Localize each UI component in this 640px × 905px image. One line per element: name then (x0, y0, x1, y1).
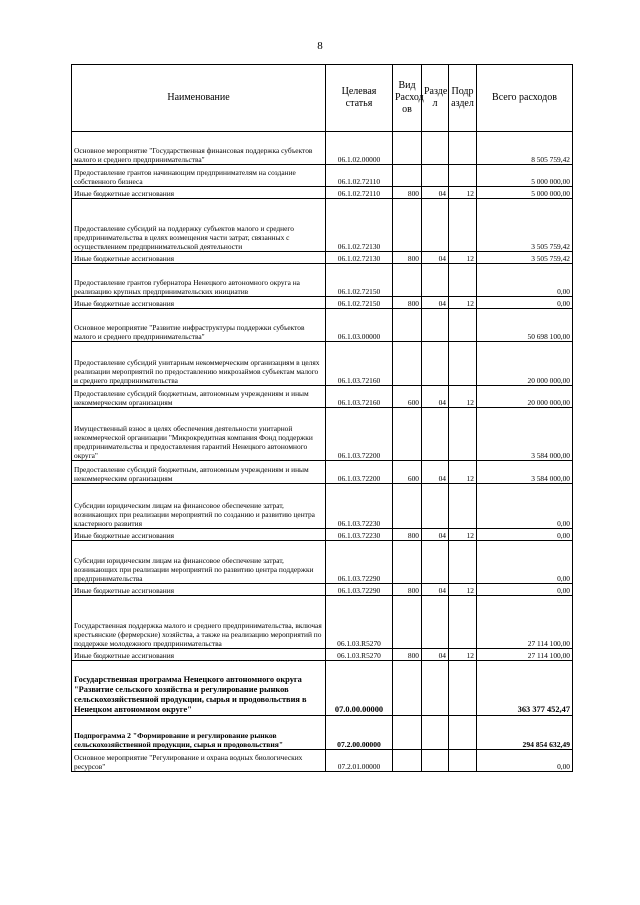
cell-subsection (449, 199, 477, 252)
cell-target-article: 06.1.02.72130 (326, 199, 393, 252)
cell-name: Подпрограмма 2 "Формирование и регулирование рынков сельскохозяйственной продукции, сырья и продовольствия" (72, 716, 326, 750)
table-row (72, 661, 573, 716)
table-row (72, 264, 573, 297)
table-row (72, 199, 573, 252)
table-row (72, 386, 573, 408)
cell-expense-type (393, 199, 422, 252)
cell-expense-type: 800 (393, 187, 422, 199)
table-header-row (72, 65, 573, 132)
cell-target-article: 06.1.02.72130 (326, 252, 393, 264)
cell-expense-type (393, 750, 422, 772)
cell-expense-type (393, 484, 422, 529)
cell-name: Субсидии юридическим лицам на финансовое обеспечение затрат, возникающих при реализации мероприятий по развитию центра поддержки предпринимательства (72, 541, 326, 584)
table-row (72, 342, 573, 386)
table-row (72, 529, 573, 541)
cell-total: 0,00 (477, 297, 573, 309)
cell-section: 04 (422, 461, 449, 484)
table-row (72, 165, 573, 187)
cell-subsection (449, 309, 477, 342)
cell-name: Иные бюджетные ассигнования (72, 649, 326, 661)
table-row (72, 297, 573, 309)
cell-target-article: 07.2.00.00000 (326, 716, 393, 750)
cell-expense-type: 600 (393, 461, 422, 484)
cell-total: 294 854 632,49 (477, 716, 573, 750)
cell-expense-type (393, 716, 422, 750)
cell-name: Иные бюджетные ассигнования (72, 529, 326, 541)
cell-total: 3 584 000,00 (477, 461, 573, 484)
cell-name: Иные бюджетные ассигнования (72, 252, 326, 264)
header-section: Разде л (422, 65, 449, 132)
cell-total: 363 377 452,47 (477, 661, 573, 716)
cell-expense-type (393, 541, 422, 584)
cell-target-article: 06.1.02.72150 (326, 297, 393, 309)
cell-subsection (449, 596, 477, 649)
cell-subsection (449, 484, 477, 529)
cell-target-article: 06.1.03.72160 (326, 342, 393, 386)
cell-subsection (449, 264, 477, 297)
cell-expense-type: 800 (393, 297, 422, 309)
budget-table (71, 64, 573, 772)
table-row (72, 649, 573, 661)
table-row (72, 584, 573, 596)
table-row (72, 716, 573, 750)
cell-total: 3 505 759,42 (477, 252, 573, 264)
cell-total: 0,00 (477, 584, 573, 596)
cell-section: 04 (422, 584, 449, 596)
cell-expense-type: 600 (393, 386, 422, 408)
cell-name: Предоставление субсидий бюджетным, автономным учреждениям и иным некоммерческим организациям (72, 461, 326, 484)
cell-section (422, 661, 449, 716)
cell-expense-type: 800 (393, 252, 422, 264)
cell-subsection (449, 716, 477, 750)
cell-target-article: 06.1.02.00000 (326, 132, 393, 165)
cell-target-article: 06.1.03.R5270 (326, 649, 393, 661)
cell-section (422, 541, 449, 584)
cell-subsection: 12 (449, 649, 477, 661)
cell-target-article: 06.1.03.72200 (326, 408, 393, 461)
page-number: 8 (317, 40, 323, 52)
cell-total: 3 505 759,42 (477, 199, 573, 252)
cell-name: Иные бюджетные ассигнования (72, 584, 326, 596)
cell-name: Субсидии юридическим лицам на финансовое обеспечение затрат, возникающих при реализации мероприятий по созданию и развитию центра кластерного развития (72, 484, 326, 529)
table-row (72, 596, 573, 649)
cell-section (422, 342, 449, 386)
cell-total: 0,00 (477, 484, 573, 529)
table-row (72, 252, 573, 264)
cell-section (422, 750, 449, 772)
cell-name: Предоставление субсидий бюджетным, автономным учреждениям и иным некоммерческим организациям (72, 386, 326, 408)
cell-subsection: 12 (449, 584, 477, 596)
cell-name: Государственная поддержка малого и среднего предпринимательства, включая крестьянские (фермерские) хозяйства, а также на реализацию мероприятий по поддержке молодежного предпринимательства (72, 596, 326, 649)
cell-target-article: 06.1.03.72230 (326, 529, 393, 541)
cell-expense-type (393, 596, 422, 649)
cell-total: 20 000 000,00 (477, 386, 573, 408)
cell-total: 3 584 000,00 (477, 408, 573, 461)
cell-section (422, 484, 449, 529)
cell-total: 5 000 000,00 (477, 165, 573, 187)
cell-section: 04 (422, 252, 449, 264)
cell-target-article: 07.2.01.00000 (326, 750, 393, 772)
cell-section (422, 408, 449, 461)
cell-expense-type (393, 309, 422, 342)
cell-section (422, 199, 449, 252)
cell-target-article: 06.1.03.72160 (326, 386, 393, 408)
cell-target-article: 06.1.03.72230 (326, 484, 393, 529)
cell-target-article: 06.1.03.72200 (326, 461, 393, 484)
cell-section (422, 165, 449, 187)
cell-expense-type (393, 342, 422, 386)
cell-name: Предоставление грантов губернатора Ненецкого автономного округа на реализацию крупных предпринимательских инициатив (72, 264, 326, 297)
cell-subsection: 12 (449, 386, 477, 408)
table-row (72, 187, 573, 199)
cell-target-article: 06.1.03.72290 (326, 541, 393, 584)
cell-section (422, 132, 449, 165)
cell-subsection: 12 (449, 252, 477, 264)
cell-subsection (449, 408, 477, 461)
cell-subsection (449, 342, 477, 386)
cell-total: 27 114 100,00 (477, 596, 573, 649)
cell-expense-type: 800 (393, 584, 422, 596)
cell-expense-type (393, 165, 422, 187)
table-row (72, 309, 573, 342)
cell-total: 0,00 (477, 541, 573, 584)
table-row (72, 541, 573, 584)
cell-total: 50 698 100,00 (477, 309, 573, 342)
cell-target-article: 06.1.02.72150 (326, 264, 393, 297)
cell-expense-type (393, 264, 422, 297)
cell-section (422, 309, 449, 342)
cell-target-article: 06.1.03.R5270 (326, 596, 393, 649)
cell-target-article: 06.1.03.00000 (326, 309, 393, 342)
cell-section: 04 (422, 649, 449, 661)
cell-subsection: 12 (449, 297, 477, 309)
cell-expense-type (393, 408, 422, 461)
cell-name: Основное мероприятие "Государственная финансовая поддержка субъектов малого и среднего предпринимательства" (72, 132, 326, 165)
cell-target-article: 07.0.00.00000 (326, 661, 393, 716)
table-row (72, 750, 573, 772)
cell-name: Предоставление субсидий на поддержку субъектов малого и среднего предпринимательства в целях возмещения части затрат, связанных с осуществлением предпринимательской деятельности (72, 199, 326, 252)
cell-section: 04 (422, 529, 449, 541)
cell-name: Предоставление субсидий унитарным некоммерческим организациям в целях реализации мероприятий по предоставлению микрозаймов субъектам малого и среднего предпринимательства (72, 342, 326, 386)
cell-expense-type (393, 661, 422, 716)
cell-subsection (449, 132, 477, 165)
cell-total: 0,00 (477, 264, 573, 297)
cell-section: 04 (422, 187, 449, 199)
cell-subsection: 12 (449, 187, 477, 199)
cell-subsection (449, 165, 477, 187)
cell-total: 0,00 (477, 750, 573, 772)
header-total-expenses: Всего расходов (477, 65, 573, 132)
cell-subsection: 12 (449, 461, 477, 484)
cell-total: 5 000 000,00 (477, 187, 573, 199)
header-expense-type: Вид Расход ов (393, 65, 422, 132)
cell-expense-type (393, 132, 422, 165)
cell-name: Государственная программа Ненецкого автономного округа "Развитие сельского хозяйства и регулирование рынков сельскохозяйственной продукции, сырья и продовольствия в Ненецком автономном округе" (72, 661, 326, 716)
cell-subsection (449, 541, 477, 584)
cell-subsection (449, 661, 477, 716)
cell-total: 27 114 100,00 (477, 649, 573, 661)
header-subsection: Подр аздел (449, 65, 477, 132)
table-row (72, 132, 573, 165)
cell-target-article: 06.1.02.72110 (326, 187, 393, 199)
table-row (72, 408, 573, 461)
cell-name: Иные бюджетные ассигнования (72, 187, 326, 199)
header-name: Наименование (72, 65, 326, 132)
cell-target-article: 06.1.03.72290 (326, 584, 393, 596)
cell-target-article: 06.1.02.72110 (326, 165, 393, 187)
cell-expense-type: 800 (393, 529, 422, 541)
cell-total: 20 000 000,00 (477, 342, 573, 386)
cell-name: Предоставление грантов начинающим предпринимателям на создание собственного бизнеса (72, 165, 326, 187)
cell-section (422, 716, 449, 750)
cell-name: Основное мероприятие "Регулирование и охрана водных биологических ресурсов" (72, 750, 326, 772)
table-row (72, 461, 573, 484)
cell-subsection: 12 (449, 529, 477, 541)
cell-name: Имущественный взнос в целях обеспечения деятельности унитарной некоммерческой организации "Микрокредитная компания Фонд поддержки предпринимательства и предоставления гарантий Ненецкого автономного округа" (72, 408, 326, 461)
cell-section: 04 (422, 386, 449, 408)
cell-section: 04 (422, 297, 449, 309)
cell-total: 0,00 (477, 529, 573, 541)
cell-section (422, 596, 449, 649)
cell-name: Иные бюджетные ассигнования (72, 297, 326, 309)
cell-section (422, 264, 449, 297)
cell-total: 8 505 759,42 (477, 132, 573, 165)
cell-name: Основное мероприятие "Развитие инфраструктуры поддержки субъектов малого и среднего предпринимательства" (72, 309, 326, 342)
cell-subsection (449, 750, 477, 772)
cell-expense-type: 800 (393, 649, 422, 661)
table-row (72, 484, 573, 529)
header-target-article: Целевая статья (326, 65, 393, 132)
